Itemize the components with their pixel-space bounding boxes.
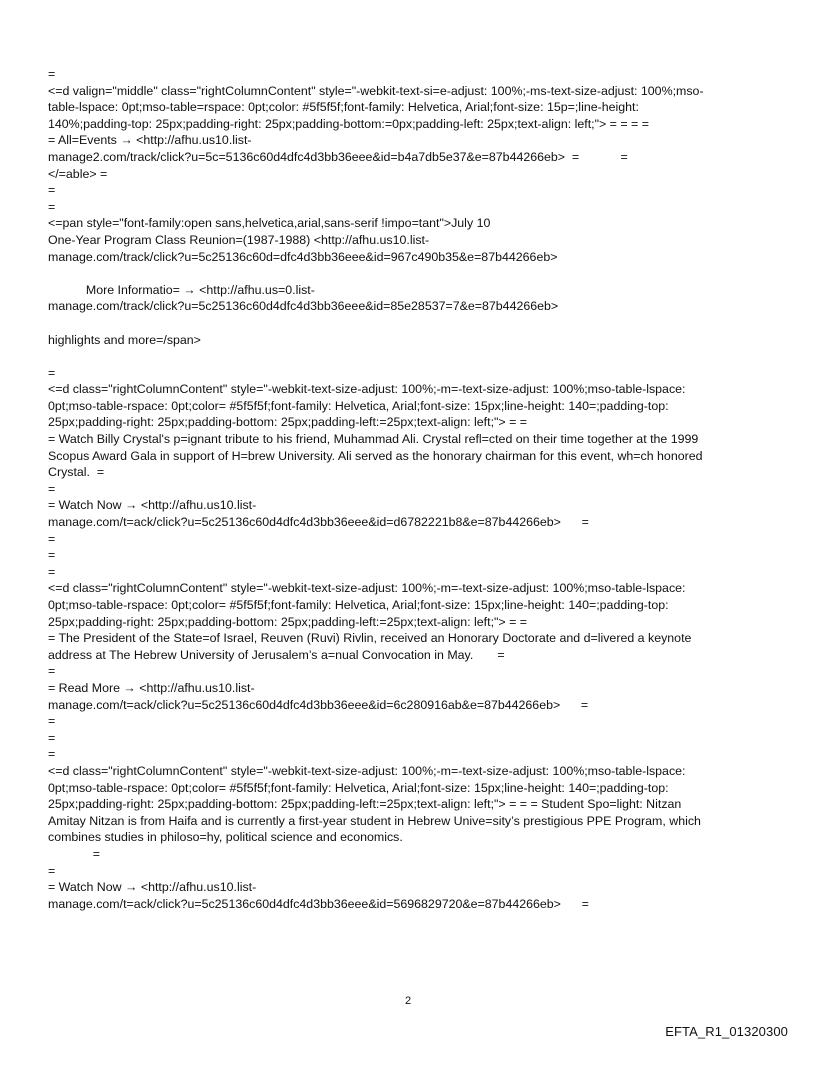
text-line: = [48, 548, 56, 563]
text-line: address at The Hebrew University of Jerusalem’s a=nual Convocation in May. = [48, 647, 505, 662]
text-line: = [48, 846, 100, 861]
text-line: <=d class="rightColumnContent" style="-webkit-text-size-adjust: 100%;-m=-text-size-adjust: 100%;mso-table-lspace: [48, 763, 686, 778]
text-line: manage.com/track/click?u=5c25136c60d=dfc4d3bb36eee&id=967c490b35&e=87b44266eb> [48, 249, 558, 264]
text-line: table-lspace: 0pt;mso-table=rspace: 0pt;color: #5f5f5f;font-family: Helvetica, Arial;font-size: 15p=;line-height: [48, 100, 639, 115]
text-line: One-Year Program Class Reunion=(1987-1988) <http://afhu.us10.list- [48, 232, 430, 247]
text-line: 140%;padding-top: 25px;padding-right: 25px;padding-bottom:=0px;padding-left: 25px;text-align: left;"> = = = = [48, 116, 649, 131]
text-line: = [48, 183, 56, 198]
blank-line [48, 315, 776, 332]
text-line: 0pt;mso-table-rspace: 0pt;color= #5f5f5f;font-family: Helvetica, Arial;font-size: 15px;line-height: 140=;padding-top: [48, 398, 669, 413]
text-line: = [48, 564, 56, 579]
text-line: manage.com/t=ack/click?u=5c25136c60d4dfc4d3bb36eee&id=5696829720&e=87b44266eb> = [48, 896, 589, 911]
text-line: = [48, 664, 56, 679]
text-line: 0pt;mso-table-rspace: 0pt;color= #5f5f5f;font-family: Helvetica, Arial;font-size: 15px;line-height: 140=;padding-top: [48, 598, 669, 612]
text-line: highlights and more=/span> [48, 332, 201, 347]
text-line: = [48, 67, 56, 81]
text-line: <=d class="rightColumnContent" style="-webkit-text-size-adjust: 100%;-m=-text-size-adjust: 100%;mso-table-lspace: [48, 581, 686, 596]
text-line: manage.com/track/click?u=5c25136c60d4dfc4d3bb36eee&id=85e28537=7&e=87b44266eb> [48, 299, 559, 314]
text-line: = [48, 481, 56, 496]
page-number: 2 [404, 995, 412, 1007]
text-line: = [48, 365, 56, 380]
blank-line [48, 265, 776, 282]
text-line: = All=Events → <http://afhu.us10.list- [48, 133, 252, 148]
text-line: <=d valign="middle" class="rightColumnContent" style="-webkit-text-si=e-adjust: 100%;-ms-text-size-adjust: 100%;mso- [48, 83, 704, 98]
text-line: = [48, 730, 56, 745]
text-line: manage.com/t=ack/click?u=5c25136c60d4dfc4d3bb36eee&id=d6782221b8&e=87b44266eb> = [48, 515, 589, 530]
text-line: = Watch Now → <http://afhu.us10.list- [48, 498, 257, 513]
text-line: <=pan style="font-family:open sans,helvetica,arial,sans-serif !impo=tant">July 10 [48, 216, 491, 231]
bates-stamp: EFTA_R1_01320300 [665, 1024, 788, 1039]
text-line: = [48, 714, 56, 729]
text-line: Crystal. = [48, 465, 105, 480]
document-body [48, 66, 776, 912]
text-line: Scopus Award Gala in support of H=brew University. Ali served as the honorary chairman for this event, wh=ch honored [48, 448, 703, 463]
text-line: = The President of the State=of Israel, Reuven (Ruvi) Rivlin, received an Honorary Doctorate and d=livered a keynote [48, 631, 692, 646]
text-line: </=able> = [48, 166, 108, 181]
text-line: = [48, 531, 56, 546]
text-line: 25px;padding-right: 25px;padding-bottom: 25px;padding-left:=25px;text-align: left;"> = = [48, 415, 528, 430]
text-line: 25px;padding-right: 25px;padding-bottom: 25px;padding-left:=25px;text-align: left;"> = = [48, 614, 528, 629]
text-line: Amitay Nitzan is from Haifa and is currently a first-year student in Hebrew Unive=sity’s prestigious PPE Program, which [48, 813, 701, 828]
text-line: 25px;padding-right: 25px;padding-bottom: 25px;padding-left:=25px;text-align: left;"> = = = Student Spo=light: Nitzan [48, 797, 682, 812]
blank-line [48, 348, 776, 365]
text-line: 0pt;mso-table-rspace: 0pt;color= #5f5f5f;font-family: Helvetica, Arial;font-size: 15px;line-height: 140=;padding-top: [48, 780, 669, 795]
text-line: combines studies in philoso=hy, political science and economics. [48, 830, 403, 845]
text-line: = Watch Now → <http://afhu.us10.list- [48, 880, 257, 895]
text-line: = [48, 863, 56, 878]
text-line: manage2.com/track/click?u=5c=5136c60d4dfc4d3bb36eee&id=b4a7db5e37&e=87b44266eb> = = [48, 149, 628, 164]
text-line: <=d class="rightColumnContent" style="-webkit-text-size-adjust: 100%;-m=-text-size-adjust: 100%;mso-table-lspace: [48, 382, 686, 397]
text-line: = Read More → <http://afhu.us10.list- [48, 680, 255, 695]
text-line: More Informatio= → <http://afhu.us=0.list- [48, 282, 315, 297]
text-line: = [48, 747, 56, 762]
text-line: = Watch Billy Crystal's p=ignant tribute to his friend, Muhammad Ali. Crystal refl=cted on their time together at the 1999 [48, 432, 699, 447]
text-line: = [48, 199, 56, 214]
text-line: manage.com/t=ack/click?u=5c25136c60d4dfc4d3bb36eee&id=6c280916ab&e=87b44266eb> = [48, 697, 589, 712]
